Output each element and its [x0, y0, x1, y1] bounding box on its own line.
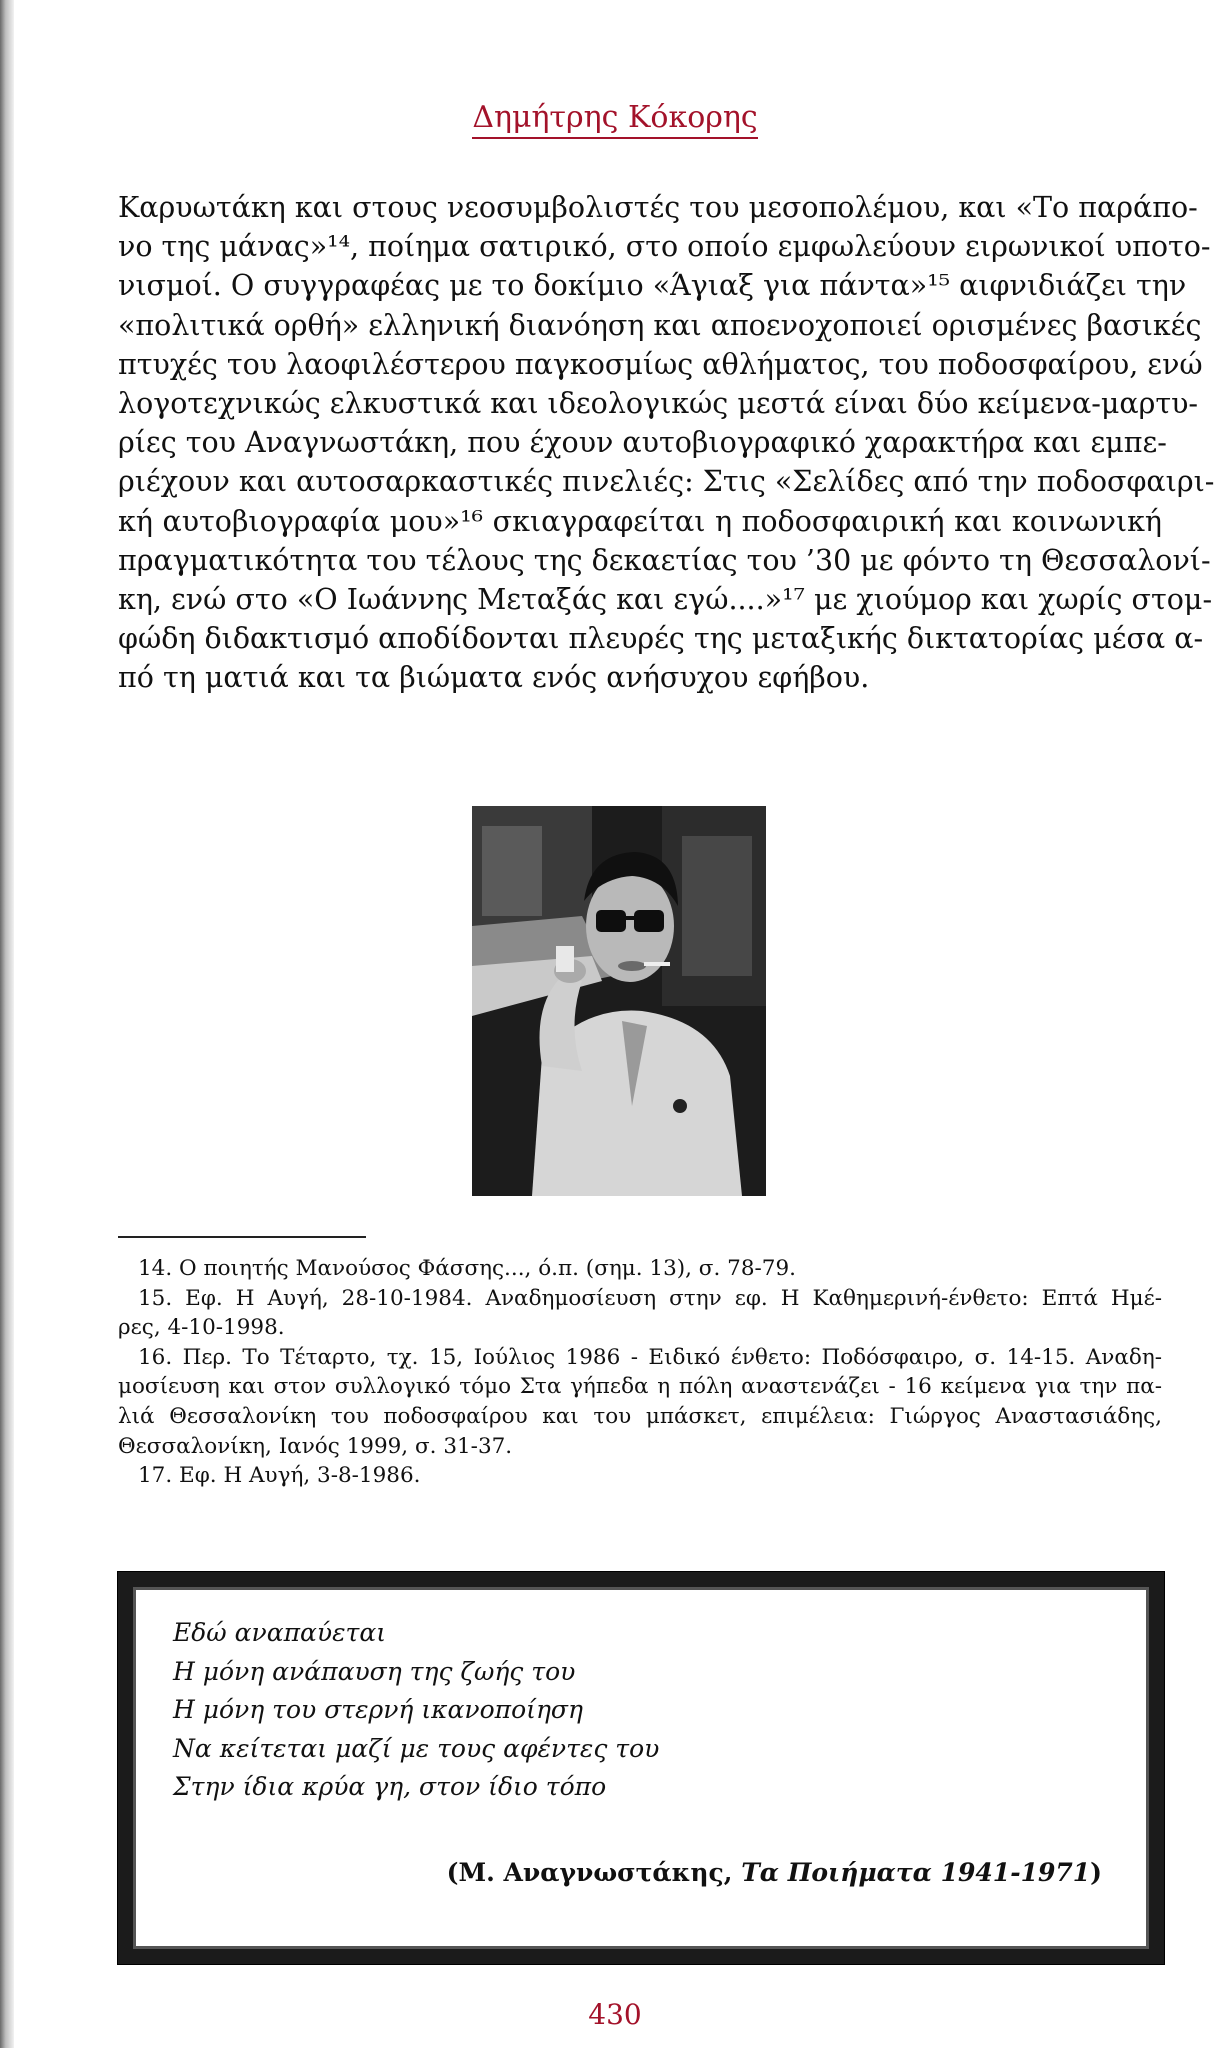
body-paragraph: [118, 188, 1215, 698]
footnote-line: 14. Ο ποιητής Μανούσος Φάσσης..., ό.π. (σημ. 13), σ. 78-79.: [138, 1256, 796, 1281]
body-line: Καρυωτάκη και στους νεοσυμβολιστές του μεσοπολέμου, και «Το παράπο-: [118, 191, 1198, 224]
footnote-line: 16. Περ. Το Τέταρτο, τχ. 15, Ιούλιος 1986 - Ειδικό ένθετο: Ποδόσφαιρο, σ. 14-15. Αναδη-: [138, 1344, 1162, 1370]
footnote-line: λιά Θεσσαλονίκη του ποδοσφαίρου και του μπάσκετ, επιμέλεια: Γιώργος Αναστασιάδης,: [118, 1403, 1162, 1429]
attribution-close: ): [1090, 1858, 1102, 1887]
body-line: πραγματικότητα του τέλους της δεκαετίας του ’30 με φόντο τη Θεσσαλονί-: [118, 543, 1211, 577]
running-head: [0, 100, 1230, 135]
page-number: 430: [588, 1998, 642, 2031]
footnote-line: 15. Εφ. Η Αυγή, 28-10-1984. Αναδημοσίευση στην εφ. Η Καθημερινή-ένθετο: Επτά Ημέ-: [138, 1285, 1162, 1311]
footnote-divider: [118, 1236, 366, 1238]
poem-line: Η μόνη ανάπαυση της ζωής του: [173, 1656, 576, 1686]
poem-attribution: [447, 1858, 1102, 1887]
body-line: λογοτεχνικώς ελκυστικά και ιδεολογικώς μεστά είναι δύο κείμενα-μαρτυ-: [118, 387, 1199, 421]
body-line: ριέχουν και αυτοσαρκαστικές πινελιές: Στις «Σελίδες από την ποδοσφαιρι-: [118, 465, 1215, 499]
footnote-line: ρες, 4-10-1998.: [118, 1315, 285, 1341]
footnote-line: Θεσσαλονίκη, Ιανός 1999, σ. 31-37.: [118, 1433, 513, 1459]
attribution-work: Τα Ποιήματα 1941-1971: [741, 1858, 1091, 1887]
body-line: ρίες του Αναγνωστάκη, που έχουν αυτοβιογραφικό χαρακτήρα και εμπε-: [118, 426, 1167, 460]
poem-line: Εδώ αναπαύεται: [173, 1618, 387, 1647]
body-line: φώδη διδακτισμό αποδίδονται πλευρές της μεταξικής δικτατορίας μέσα α-: [118, 622, 1204, 656]
poem-line: Στην ίδια κρύα γη, στον ίδιο τόπο: [173, 1772, 607, 1801]
footnotes: [118, 1254, 1162, 1491]
body-line: νο της μάνας»¹⁴, ποίημα σατιρικό, στο οποίο εμφωλεύουν ειρωνικοί υποτο-: [118, 230, 1211, 264]
body-line: πτυχές του λαοφιλέστερου παγκοσμίως αθλήματος, του ποδοσφαίρου, ενώ: [118, 347, 1203, 381]
poem-line: Να κείτεται μαζί με τους αφέντες του: [173, 1733, 660, 1763]
footnote-line: 17. Εφ. Η Αυγή, 3-8-1986.: [138, 1463, 421, 1489]
body-line: πό τη ματιά και τα βιώματα ενός ανήσυχου εφήβου.: [118, 661, 870, 695]
portrait-photo-image: [472, 806, 766, 1196]
running-head-author: Δημήτρης Κόκορης: [472, 100, 757, 139]
body-line: νισμοί. Ο συγγραφέας με το δοκίμιο «Άγιαξ για πάντα»¹⁵ αιφνιδιάζει την: [118, 269, 1187, 303]
body-line: κή αυτοβιογραφία μου»¹⁶ σκιαγραφείται η ποδοσφαιρική και κοινωνική: [118, 504, 1162, 538]
footnote-line: μοσίευση και στον συλλογικό τόμο Στα γήπεδα η πόλη αναστενάζει - 16 κείμενα για την πα-: [118, 1374, 1162, 1400]
attribution-author: (Μ. Αναγνωστάκης,: [446, 1858, 742, 1887]
body-line: «πολιτικά ορθή» ελληνική διανόηση και αποενοχοποιεί ορισμένες βασικές: [118, 308, 1202, 342]
poem-quote: [173, 1614, 659, 1807]
portrait-photo: [472, 806, 766, 1196]
poem-line: Η μόνη του στερνή ικανοποίηση: [173, 1695, 583, 1724]
page-edge-shadow: [0, 0, 14, 2048]
body-line: κη, ενώ στο «Ο Ιωάννης Μεταξάς και εγώ....»¹⁷ με χιούμορ και χωρίς στομ-: [118, 583, 1213, 617]
